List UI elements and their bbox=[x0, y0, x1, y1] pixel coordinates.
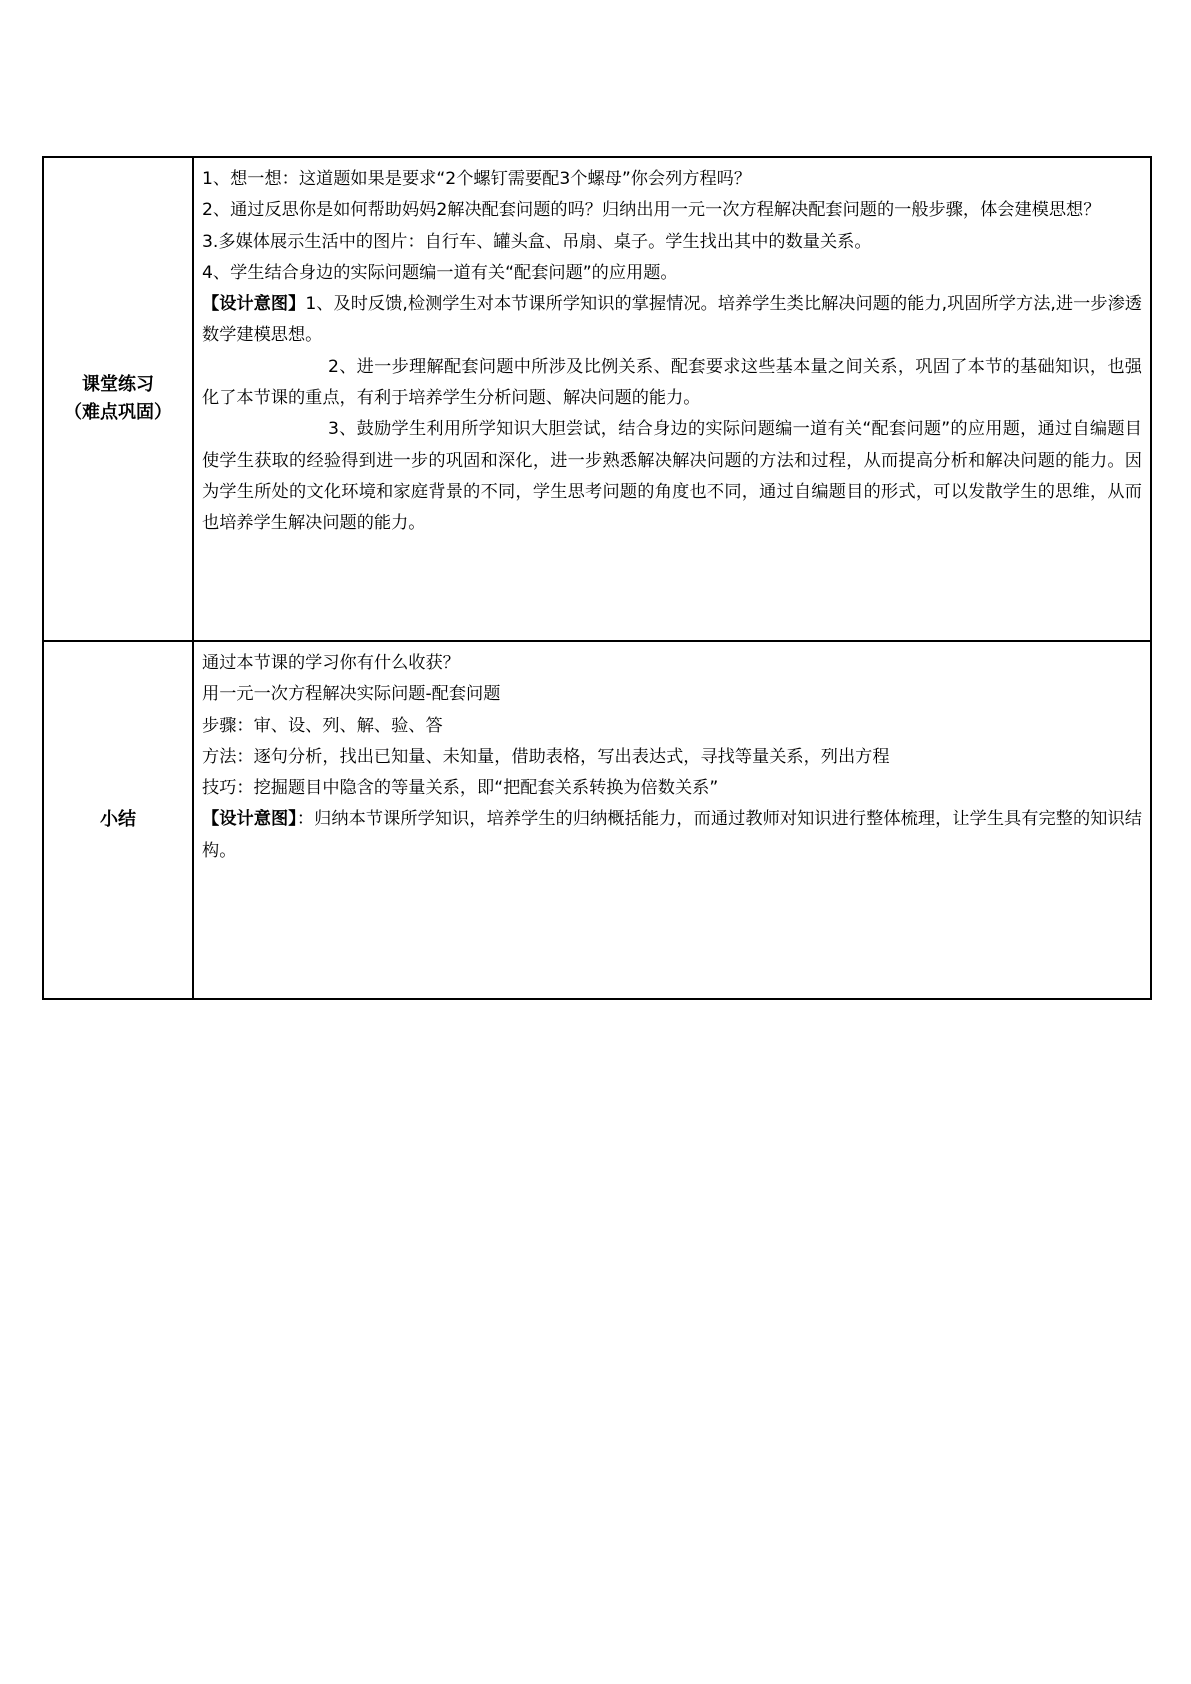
design-intent-text: 1、及时反馈,检测学生对本节课所学知识的掌握情况。培养学生类比解决问题的能力,巩固所学方法,进一步渗透数学建模思想。 bbox=[202, 294, 1142, 346]
summary-design-intent bbox=[202, 804, 1142, 867]
row-label-title: 课堂练习 bbox=[82, 374, 154, 395]
row-label-summary bbox=[43, 641, 193, 999]
table-row-practice bbox=[43, 157, 1151, 641]
design-intent-paragraph bbox=[202, 289, 1142, 352]
summary-line-1: 通过本节课的学习你有什么收获？ bbox=[202, 653, 460, 673]
design-intent-3 bbox=[202, 414, 1142, 539]
lesson-plan-table bbox=[42, 156, 1152, 1000]
summary-line-4: 方法：逐句分析，找出已知量、未知量，借助表格，写出表达式，寻找等量关系，列出方程 bbox=[202, 746, 890, 767]
row-label-subtitle: （难点巩固） bbox=[64, 402, 172, 423]
row-label-practice bbox=[43, 157, 193, 641]
summary-line-2: 用一元一次方程解决实际问题-配套问题 bbox=[202, 684, 501, 705]
table-row-summary bbox=[43, 641, 1151, 999]
practice-item-1: 1、想一想：这道题如果是要求“2个螺钉需要配3个螺母”你会列方程吗？ bbox=[202, 169, 752, 189]
row-label-title: 小结 bbox=[100, 809, 136, 830]
design-intent-label: 【设计意图】 bbox=[202, 809, 297, 830]
practice-item-4: 4、学生结合身边的实际问题编一道有关“配套问题”的应用题。 bbox=[202, 262, 678, 283]
design-intent-3-text: 3、鼓励学生利用所学知识大胆尝试，结合身边的实际问题编一道有关“配套问题”的应用题，通过自编题目使学生获取的经验得到进一步的巩固和深化，进一步熟悉解决解决问题的方法和过程，从而提高分析和解决问题的能力。因为学生所处的文化环境和家庭背景的不同，学生思考问题的角度也不同，通过自编题目的形式，可以发散学生的思维，从而也培养学生解决问题的能力。 bbox=[202, 419, 1142, 534]
indent-spacer bbox=[202, 419, 328, 439]
row-content-practice bbox=[193, 157, 1151, 641]
design-intent-2 bbox=[202, 352, 1142, 415]
design-intent-2-text: 2、进一步理解配套问题中所涉及比例关系、配套要求这些基本量之间关系，巩固了本节的基础知识，也强化了本节课的重点，有利于培养学生分析问题、解决问题的能力。 bbox=[202, 356, 1142, 409]
practice-item-2: 2、通过反思你是如何帮助妈妈2解决配套问题的吗？归纳出用一元一次方程解决配套问题的一般步骤，体会建模思想？ bbox=[202, 200, 1101, 221]
summary-line-3: 步骤：审、设、列、解、验、答 bbox=[202, 715, 443, 736]
practice-item-3: 3.多媒体展示生活中的图片：自行车、罐头盒、吊扇、桌子。学生找出其中的数量关系。 bbox=[202, 231, 872, 252]
row-content-summary bbox=[193, 641, 1151, 999]
summary-line-5: 技巧：挖掘题目中隐含的等量关系，即“把配套关系转换为倍数关系” bbox=[202, 778, 719, 799]
design-intent-label: 【设计意图】 bbox=[202, 294, 306, 315]
indent-spacer bbox=[202, 357, 328, 377]
design-intent-text: ：归纳本节课所学知识，培养学生的归纳概括能力，而通过教师对知识进行整体梳理，让学生具有完整的知识结构。 bbox=[202, 809, 1142, 861]
